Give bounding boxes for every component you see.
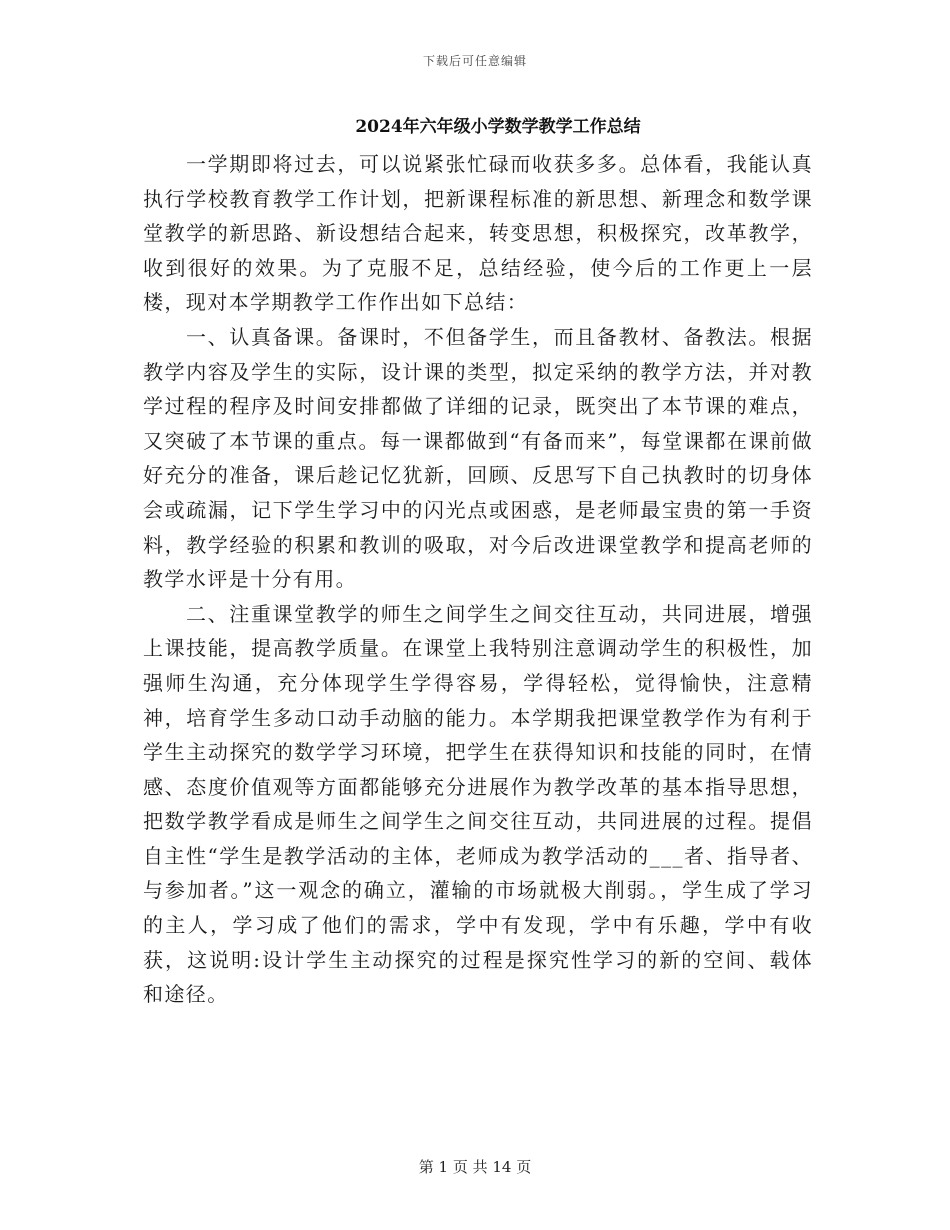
paragraph-section-2: 二、注重课堂教学的师生之间学生之间交往互动，共同进展，增强上课技能，提高教学质量。在课堂上我特别注意调动学生的积极性，加强师生沟通，充分体现学生学得容易，学得轻松，觉得愉快，注意精神，培育学生多动口动手动脑的能力。本学期我把课堂教学作为有利于学生主动探究的数学学习环境，把学生在获得知识和技能的同时，在情感、态度价值观等方面都能够充分进展作为教学改革的基本指导思想，把数学教学看成是师生之间学生之间交往互动，共同进展的过程。提倡自主性“学生是教学活动的主体，老师成为教学活动的___者、指导者、与参加者。”这一观念的确立，灌输的市场就极大削弱。，学生成了学习的主人，学习成了他们的需求，学中有发现，学中有乐趣，学中有收获，这说明:设计学生主动探究的过程是探究性学习的新的空间、载体和途径。 (143, 601, 813, 1007)
document-title: 2024年六年级小学数学教学工作总结 (355, 117, 641, 137)
header-note: 下载后可任意编辑 (422, 54, 527, 68)
paragraph-section-1: 一、认真备课。备课时，不但备学生，而且备教材、备教法。根据教学内容及学生的实际，设计课的类型，拟定采纳的教学方法，并对教学过程的程序及时间安排都做了详细的记录，既突出了本节课的难点，又突破了本节课的重点。每一课都做到“有备而来”，每堂课都在课前做好充分的准备，课后趁记忆犹新，回顾、反思写下自己执教时的切身体会或疏漏，记下学生学习中的闪光点或困惑，是老师最宝贵的第一手资料，教学经验的积累和教训的吸取，对今后改进课堂教学和提高老师的教学水评是十分有用。 (143, 324, 813, 592)
paragraph-intro: 一学期即将过去，可以说紧张忙碌而收获多多。总体看，我能认真执行学校教育教学工作计划，把新课程标准的新思想、新理念和数学课堂教学的新思路、新设想结合起来，转变思想，积极探究，改革教学，收到很好的效果。为了克服不足，总结经验，使今后的工作更上一层楼，现对本学期教学工作作出如下总结： (143, 152, 813, 315)
document-body (143, 147, 813, 1012)
page-number-footer: 第 1 页 共 14 页 (418, 1158, 532, 1176)
